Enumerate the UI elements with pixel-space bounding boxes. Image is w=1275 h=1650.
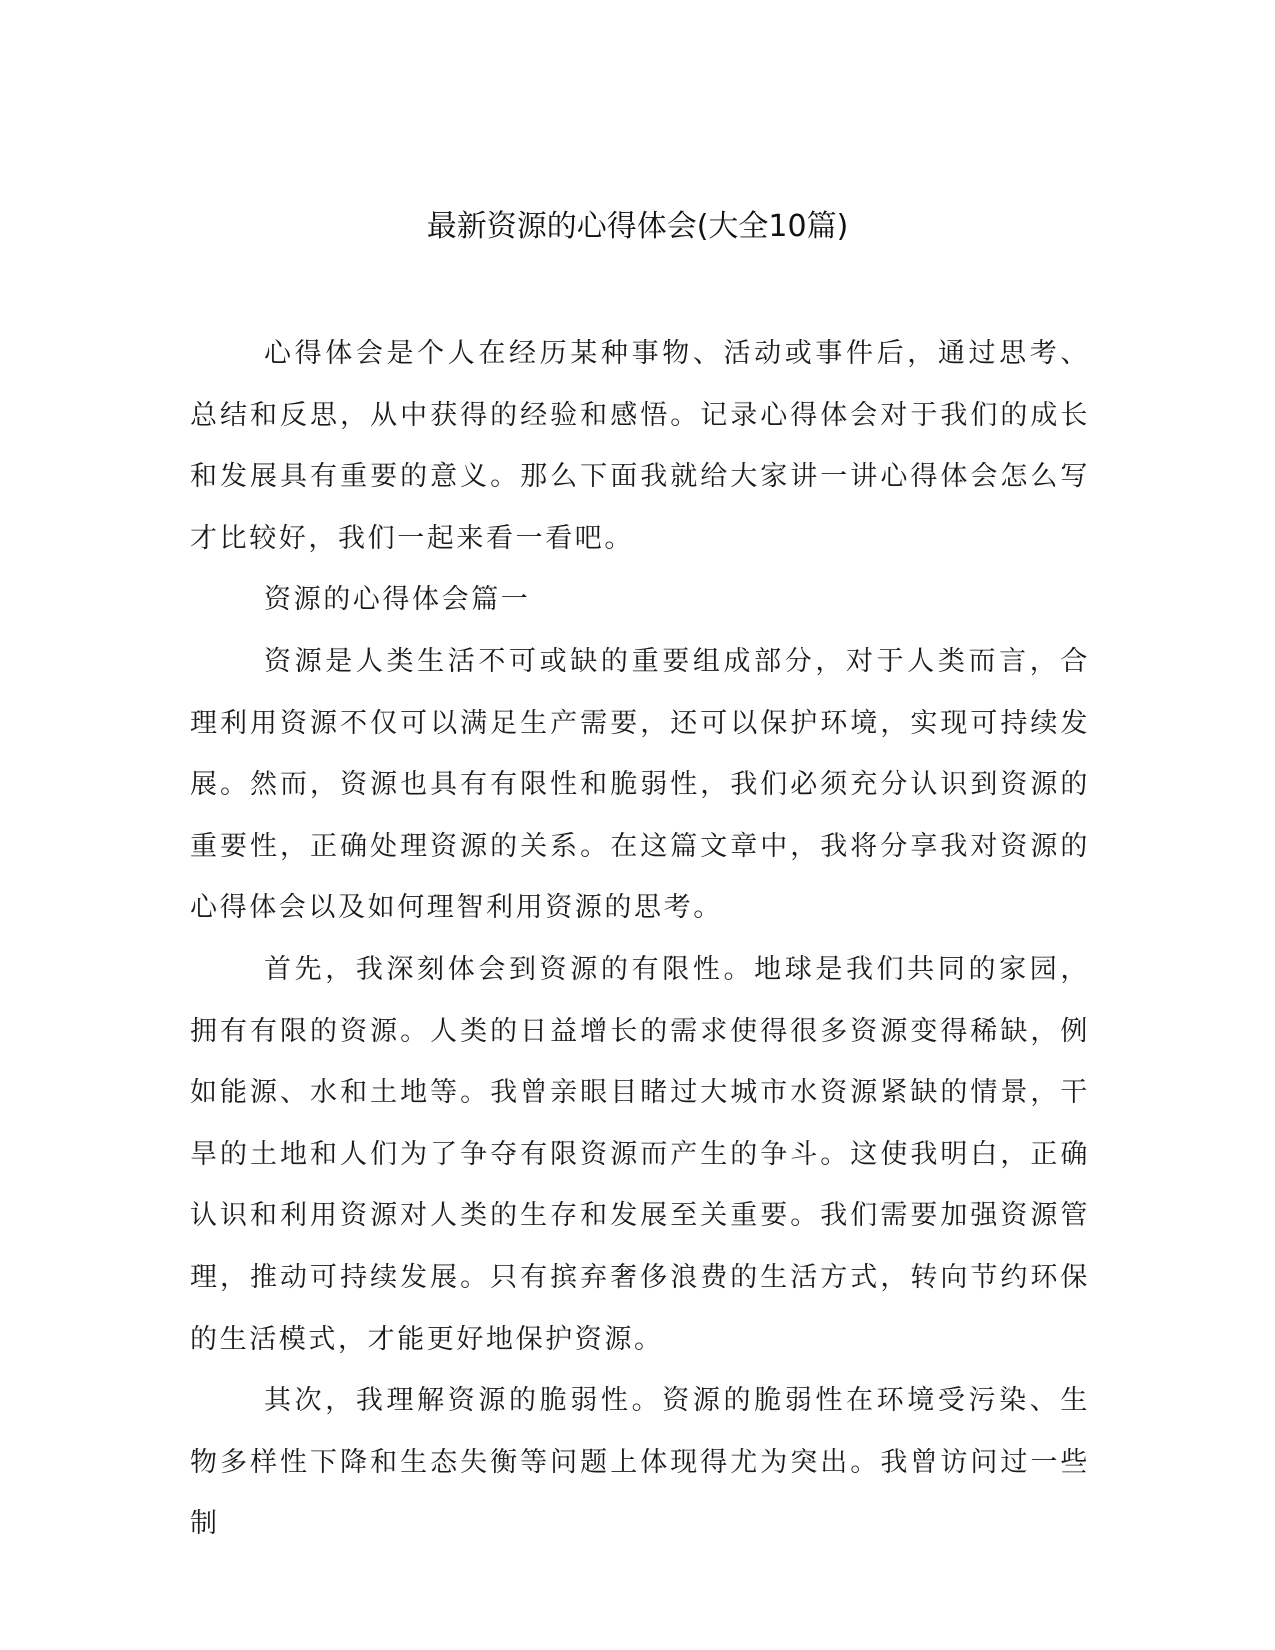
document-title: 最新资源的心得体会(大全10篇) xyxy=(426,209,849,244)
intro-paragraph: 心得体会是个人在经历某种事物、活动或事件后，通过思考、总结和反思，从中获得的经验和感悟。记录心得体会对于我们的成长和发展具有重要的意义。那么下面我就给大家讲一讲心得体会怎么写才比较好，我们一起来看一看吧。 xyxy=(190,338,1090,554)
body-paragraph: 其次，我理解资源的脆弱性。资源的脆弱性在环境受污染、生物多样性下降和生态失衡等问题上体现得尤为突出。我曾访问过一些制 xyxy=(190,1385,1090,1540)
section-heading: 资源的心得体会篇一 xyxy=(264,584,531,616)
document-body xyxy=(190,323,1090,1555)
body-paragraph: 资源是人类生活不可或缺的重要组成部分，对于人类而言，合理利用资源不仅可以满足生产需要，还可以保护环境，实现可持续发展。然而，资源也具有有限性和脆弱性，我们必须充分认识到资源的重要性，正确处理资源的关系。在这篇文章中，我将分享我对资源的心得体会以及如何理智利用资源的思考。 xyxy=(190,645,1090,924)
body-paragraph: 首先，我深刻体会到资源的有限性。地球是我们共同的家园，拥有有限的资源。人类的日益增长的需求使得很多资源变得稀缺，例如能源、水和土地等。我曾亲眼目睹过大城市水资源紧缺的情景，干旱的土地和人们为了争夺有限资源而产生的争斗。这使我明白，正确认识和利用资源对人类的生存和发展至关重要。我们需要加强资源管理，推动可持续发展。只有摈弃奢侈浪费的生活方式，转向节约环保的生活模式，才能更好地保护资源。 xyxy=(190,953,1090,1355)
